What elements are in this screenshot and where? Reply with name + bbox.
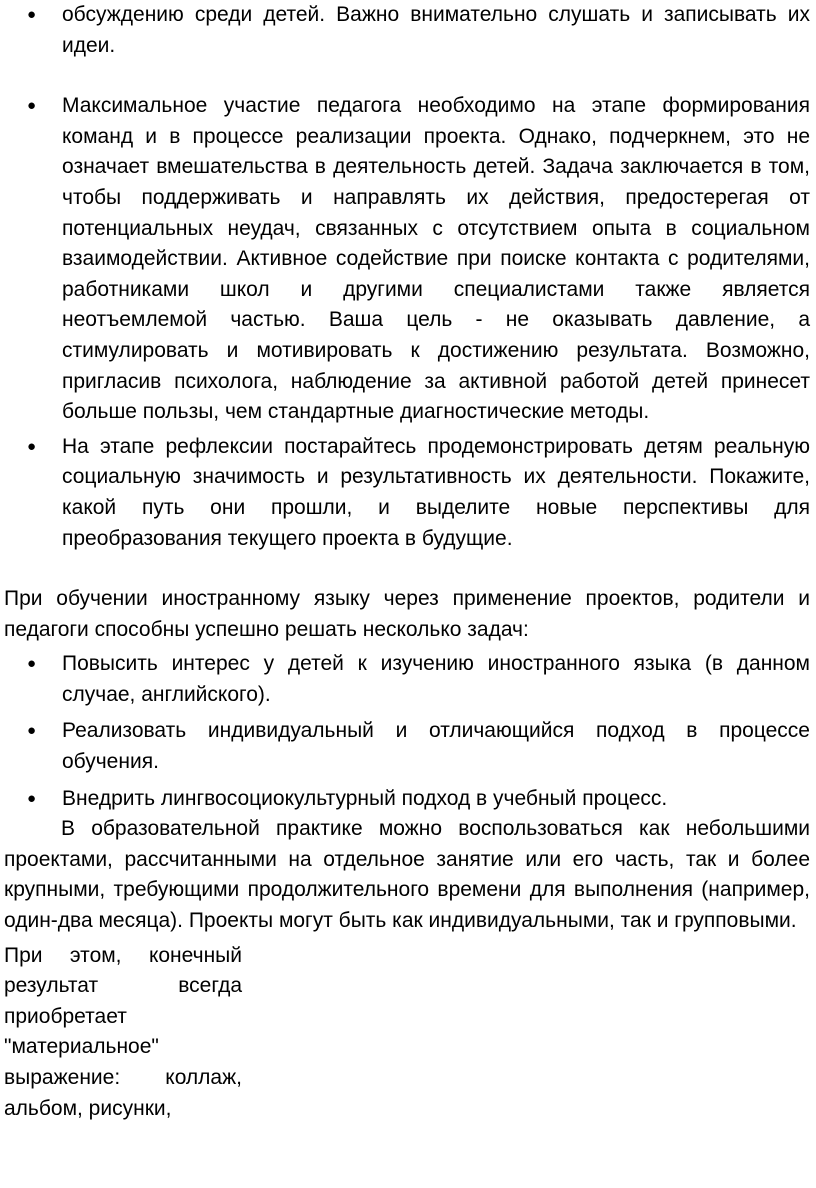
bullet-icon: ●	[27, 97, 37, 115]
bullet-icon: ●	[27, 655, 37, 673]
bullet-icon: ●	[27, 722, 37, 740]
list-item-text: Повысить интерес у детей к изучению иностранного языка (в данном случае, английского).	[62, 652, 810, 706]
bullet-list-tasks	[0, 649, 816, 814]
list-item	[0, 0, 816, 61]
list-item	[0, 649, 816, 710]
bullet-icon: ●	[27, 437, 37, 455]
list-item	[0, 716, 816, 777]
narrow-paragraph: При этом, конечный результат всегда приобретает "материальное" выражение: коллаж, альбом, рисунки,	[4, 943, 242, 1120]
bullet-icon: ●	[27, 789, 37, 807]
list-item	[0, 91, 816, 428]
list-item-text: Внедрить лингвосоциокультурный подход в учебный процесс.	[62, 786, 668, 810]
list-item-text: обсуждению среди детей. Важно внимательно слушать и записывать их идеи.	[62, 3, 810, 57]
intro-paragraph: При обучении иностранному языку через применение проектов, родители и педагоги способны успешно решать несколько задач:	[4, 587, 810, 641]
list-item-text: Реализовать индивидуальный и отличающийся подход в процессе обучения.	[62, 719, 810, 774]
list-item-text: Максимальное участие педагога необходимо на этапе формирования команд и в процессе реализации проекта. Однако, подчеркнем, это не означает вмешательства в деятельность детей. Задача заключается в том, чтобы поддерживать и направлять их действия, предостерегая от потенциальных неудач, связанных с отсутствием опыта в социальном взаимодействии. Активное содействие при поиске контакта с родителями, работниками школ и другими специалистами также является неотъемлемой частью. Ваша цель - не оказывать давление, а стимулировать и мотивировать к достижению результата. Возможно, пригласив психолога, наблюдение за активной работой детей принесет больше пользы, чем стандартные диагностические методы.	[62, 94, 810, 424]
bullet-icon: ●	[27, 6, 37, 23]
list-item	[0, 784, 816, 815]
list-item-text: На этапе рефлексии постарайтесь продемонстрировать детям реальную социальную значимость и результативность их деятельности. Покажите, какой путь они прошли, и выделите новые перспективы для преобразования текущего проекта в будущие.	[62, 434, 810, 550]
bullet-list-top	[0, 0, 816, 554]
practice-paragraph: В образовательной практике можно воспользоваться как небольшими проектами, рассчитанными на отдельное занятие или его часть, так и более крупными, требующими продолжительного времени для выполнения (например, один-два месяца). Проекты могут быть как индивидуальными, так и групповыми.	[4, 817, 810, 933]
list-item	[0, 432, 816, 554]
